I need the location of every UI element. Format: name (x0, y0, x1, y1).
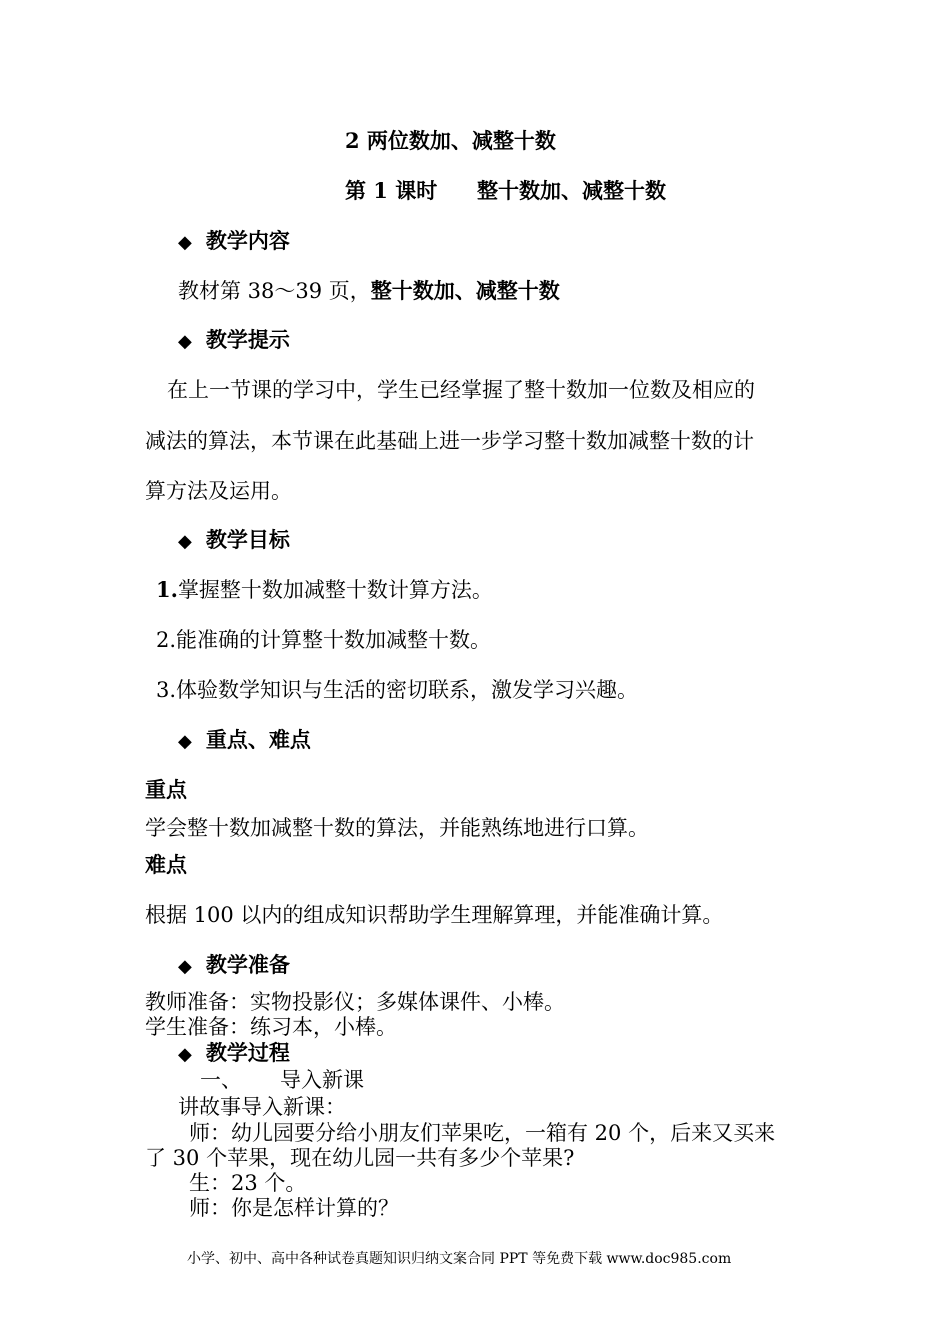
content-text-bold: 整十数加、减整十数 (370, 278, 560, 303)
goal-text: 掌握整十数加减整十数计算方法。 (177, 578, 493, 602)
prep-student: 学生准备：练习本，小棒。 (145, 1015, 397, 1039)
goal-num: 3. (156, 678, 177, 702)
diamond-bullet-icon: ◆ (178, 232, 192, 253)
section-heading-goals (178, 527, 290, 555)
content-text-prefix: 教材第 38～39 页， (178, 279, 371, 303)
dialog-line: 生：23 个。 (189, 1171, 307, 1195)
prep-heading-label: 教学准备 (205, 952, 290, 977)
key-label: 重点 (145, 777, 187, 802)
section-heading-process (178, 1040, 290, 1068)
goals-heading-label: 教学目标 (205, 527, 290, 552)
process-section-num: 一、 (200, 1068, 242, 1092)
hint-line: 算方法及运用。 (145, 479, 292, 503)
hint-line: 在上一节课的学习中，学生已经掌握了整十数加一位数及相应的 (167, 378, 755, 402)
key-text: 学会整十数加减整十数的算法，并能熟练地进行口算。 (145, 816, 649, 840)
diamond-bullet-icon: ◆ (178, 531, 192, 552)
section-heading-content (178, 228, 290, 256)
hint-line: 减法的算法，本节课在此基础上进一步学习整十数加减整十数的计 (145, 429, 754, 453)
difficult-text: 根据 100 以内的组成知识帮助学生理解算理，并能准确计算。 (145, 903, 724, 927)
prep-teacher: 教师准备：实物投影仪；多媒体课件、小棒。 (145, 990, 565, 1014)
page-title: 2 两位数加、减整十数 (345, 128, 556, 153)
lesson-number: 第 1 课时 (345, 178, 438, 203)
content-text (178, 278, 560, 304)
dialog-line: 师：你是怎样计算的？ (189, 1196, 399, 1220)
goal-num: 1. (156, 577, 178, 602)
goal-num: 2. (156, 628, 177, 652)
key-heading-label: 重点、难点 (205, 727, 311, 752)
goal-text: 体验数学知识与生活的密切联系，激发学习兴趣。 (176, 678, 639, 702)
diamond-bullet-icon: ◆ (178, 331, 192, 352)
page-footer: 小学、初中、高中各种试卷真题知识归纳文案合同 PPT 等免费下载 www.doc985.com (187, 1251, 732, 1267)
section-heading-prep (178, 952, 290, 980)
diamond-bullet-icon: ◆ (178, 731, 192, 752)
process-intro: 讲故事导入新课： (178, 1095, 346, 1119)
section-heading-key (178, 727, 311, 755)
goal-item (156, 677, 638, 703)
goal-item (156, 627, 491, 653)
dialog-line: 了 30 个苹果，现在幼儿园一共有多少个苹果? (145, 1146, 575, 1170)
diamond-bullet-icon: ◆ (178, 956, 192, 977)
goal-text: 能准确的计算整十数加减整十数。 (176, 628, 492, 652)
hint-heading-label: 教学提示 (205, 327, 290, 352)
process-section-title: 导入新课 (280, 1068, 364, 1092)
difficult-label: 难点 (145, 852, 187, 877)
goal-item (156, 577, 493, 603)
lesson-topic: 整十数加、减整十数 (477, 178, 666, 203)
section-heading-hint (178, 327, 290, 355)
content-heading-label: 教学内容 (205, 228, 290, 253)
diamond-bullet-icon: ◆ (178, 1044, 192, 1065)
dialog-line: 师：幼儿园要分给小朋友们苹果吃，一箱有 20 个，后来又买来 (189, 1121, 776, 1145)
process-heading-label: 教学过程 (205, 1040, 290, 1065)
